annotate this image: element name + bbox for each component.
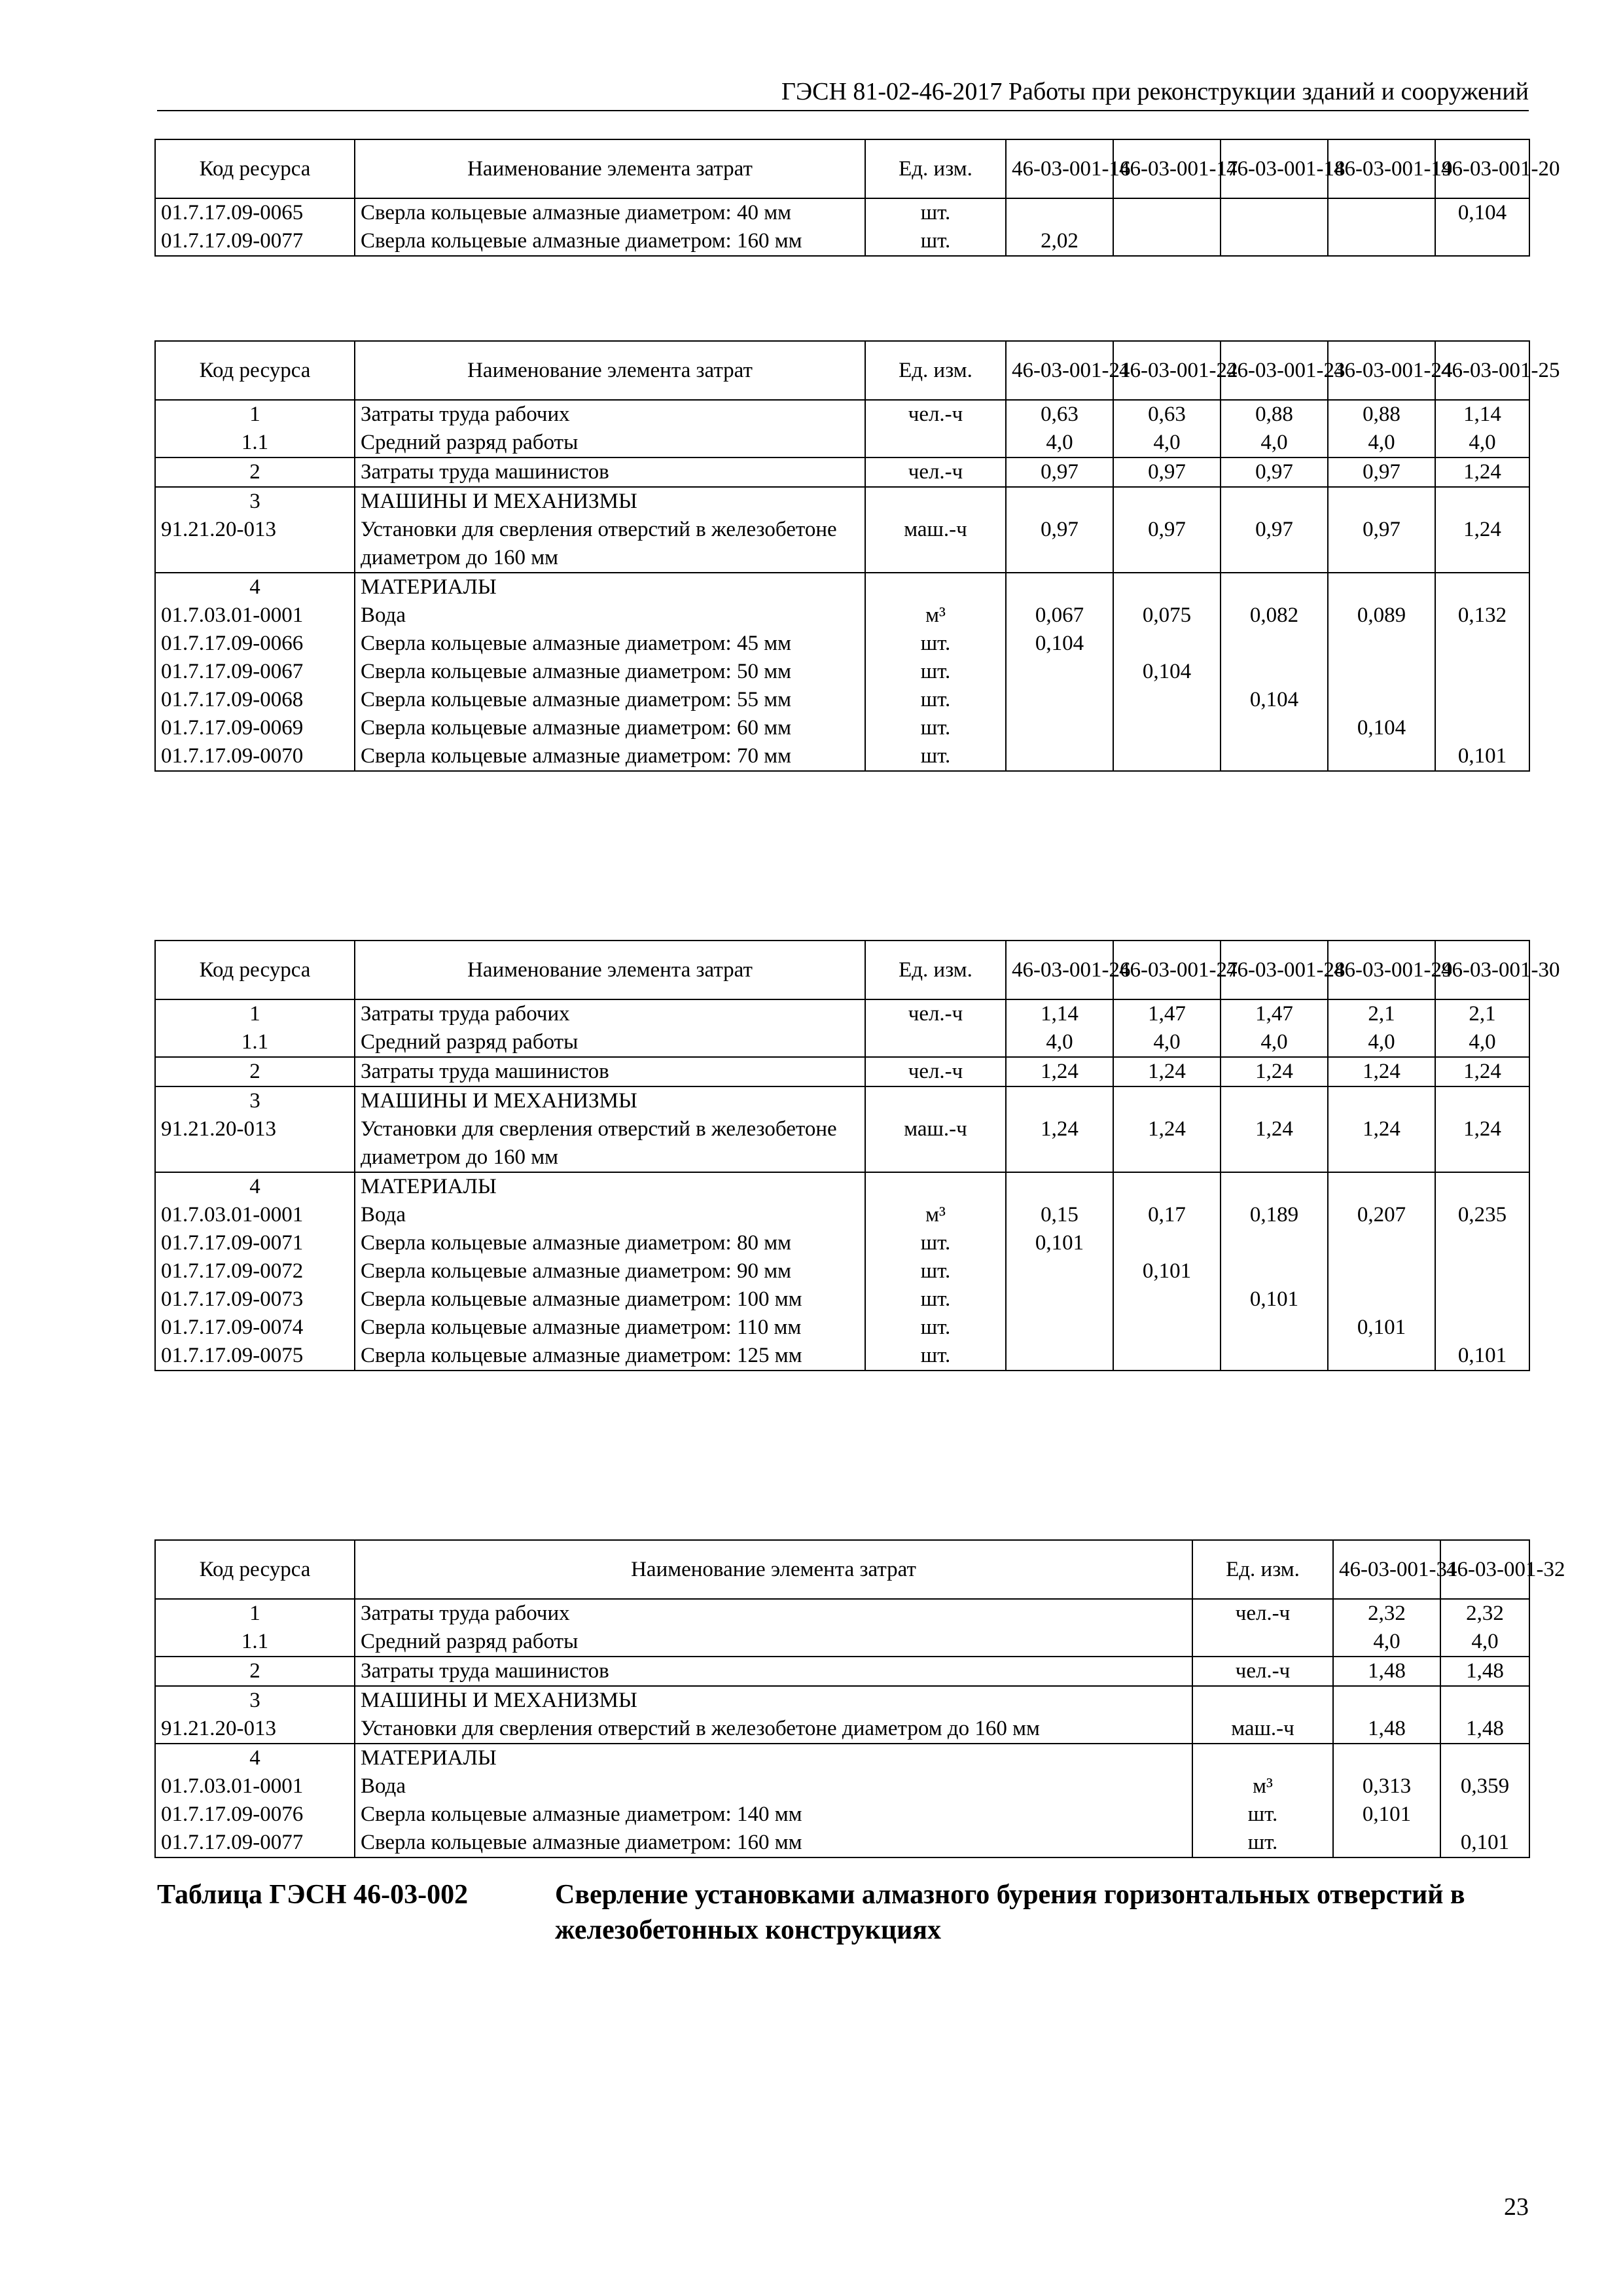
norm-value: 2,32 (1440, 1599, 1529, 1628)
section-number: 1.1 (155, 429, 355, 457)
norm-value: 0,88 (1328, 400, 1435, 429)
norm-value (1328, 686, 1435, 714)
norm-value: 0,97 (1006, 457, 1113, 487)
norm-value: 4,0 (1006, 1028, 1113, 1057)
section-number: 4 (155, 1744, 355, 1772)
norm-value (1221, 227, 1328, 256)
col-header-norm: 46-03-001-23 (1221, 341, 1328, 400)
table-row (155, 1628, 1529, 1657)
resource-unit: шт. (865, 1229, 1006, 1257)
norm-value (1006, 198, 1113, 227)
resource-unit: шт. (865, 1285, 1006, 1314)
norm-value: 0,97 (1113, 516, 1221, 573)
section-number: 4 (155, 1172, 355, 1201)
table-row (155, 1057, 1529, 1086)
resource-unit: шт. (1192, 1829, 1333, 1857)
resource-unit: м³ (865, 1201, 1006, 1229)
norm-value: 1,14 (1435, 400, 1529, 429)
resource-code: 01.7.03.01-0001 (155, 601, 355, 630)
norm-value: 1,24 (1006, 1057, 1113, 1086)
norm-value (1006, 714, 1113, 742)
norm-value: 0,359 (1440, 1772, 1529, 1801)
norm-value: 1,48 (1440, 1657, 1529, 1686)
resource-unit: шт. (865, 227, 1006, 256)
norm-value (1113, 714, 1221, 742)
norm-value (1113, 1229, 1221, 1257)
col-header-code: Код ресурса (155, 341, 355, 400)
resource-name: Сверла кольцевые алмазные диаметром: 50 мм (355, 658, 865, 686)
table-row (155, 742, 1529, 771)
resource-name: Средний разряд работы (355, 429, 865, 457)
col-header-code: Код ресурса (155, 941, 355, 999)
norm-value: 4,0 (1006, 429, 1113, 457)
resource-name: Сверла кольцевые алмазные диаметром: 140 мм (355, 1801, 1192, 1829)
resource-unit (1192, 1628, 1333, 1657)
norm-value: 0,88 (1221, 400, 1328, 429)
resource-name: Затраты труда рабочих (355, 1599, 1192, 1628)
norm-value: 2,1 (1328, 999, 1435, 1028)
resource-unit: маш.-ч (865, 516, 1006, 573)
norm-value: 4,0 (1328, 429, 1435, 457)
resource-code: 01.7.17.09-0073 (155, 1285, 355, 1314)
norm-value: 0,97 (1221, 516, 1328, 573)
norm-value: 0,101 (1333, 1801, 1440, 1829)
table-row (155, 1342, 1529, 1371)
col-header-norm: 46-03-001-32 (1440, 1540, 1529, 1599)
norm-value: 0,101 (1221, 1285, 1328, 1314)
col-header-norm: 46-03-001-26 (1006, 941, 1113, 999)
resource-unit: шт. (865, 198, 1006, 227)
resource-name: Вода (355, 1201, 865, 1229)
norm-value (1333, 1829, 1440, 1857)
table-row (155, 1657, 1529, 1686)
table-caption-label: Таблица ГЭСН 46-03-002 (157, 1880, 469, 1910)
resource-code: 91.21.20-013 (155, 1115, 355, 1172)
col-header-norm: 46-03-001-19 (1328, 139, 1435, 198)
norm-value: 0,101 (1435, 1342, 1529, 1371)
norm-value: 2,32 (1333, 1599, 1440, 1628)
norm-value: 1,14 (1006, 999, 1113, 1028)
table-row (155, 1172, 1529, 1201)
norm-value (1006, 658, 1113, 686)
norm-value: 0,082 (1221, 601, 1328, 630)
resource-code: 01.7.17.09-0070 (155, 742, 355, 771)
norm-value (1113, 1342, 1221, 1371)
norm-value: 4,0 (1328, 1028, 1435, 1057)
norm-value: 0,101 (1006, 1229, 1113, 1257)
table-row (155, 630, 1529, 658)
resource-name: Вода (355, 601, 865, 630)
norm-value: 0,104 (1221, 686, 1328, 714)
norm-value (1221, 198, 1328, 227)
page-header: ГЭСН 81-02-46-2017 Работы при реконструкции зданий и сооружений (157, 77, 1529, 111)
resource-code: 01.7.17.09-0065 (155, 198, 355, 227)
resource-name: Сверла кольцевые алмазные диаметром: 60 мм (355, 714, 865, 742)
norm-value: 4,0 (1333, 1628, 1440, 1657)
col-header-norm: 46-03-001-17 (1113, 139, 1221, 198)
resource-name: Затраты труда рабочих (355, 999, 865, 1028)
norm-value (1221, 630, 1328, 658)
resource-code: 01.7.17.09-0068 (155, 686, 355, 714)
table-row (155, 1257, 1529, 1285)
norm-value: 0,104 (1328, 714, 1435, 742)
resource-name: Вода (355, 1772, 1192, 1801)
resource-unit: шт. (865, 1342, 1006, 1371)
page-number: 23 (1504, 2193, 1529, 2221)
col-header-name: Наименование элемента затрат (355, 941, 865, 999)
table-row (155, 198, 1529, 227)
table-row (155, 227, 1529, 256)
norm-value: 0,63 (1006, 400, 1113, 429)
section-title: МАТЕРИАЛЫ (355, 1172, 865, 1201)
resource-code: 01.7.17.09-0076 (155, 1801, 355, 1829)
resource-unit (865, 1028, 1006, 1057)
table-row (155, 601, 1529, 630)
norm-value: 1,24 (1435, 516, 1529, 573)
resource-name: Сверла кольцевые алмазные диаметром: 100 мм (355, 1285, 865, 1314)
table-row (155, 1028, 1529, 1057)
table-row (155, 714, 1529, 742)
col-header-code: Код ресурса (155, 139, 355, 198)
norm-value (1328, 198, 1435, 227)
section-number: 2 (155, 1657, 355, 1686)
table-row (155, 1744, 1529, 1772)
col-header-norm: 46-03-001-22 (1113, 341, 1221, 400)
resource-name: Затраты труда машинистов (355, 1657, 1192, 1686)
norm-value (1328, 658, 1435, 686)
norm-value: 2,02 (1006, 227, 1113, 256)
section-number: 1.1 (155, 1628, 355, 1657)
norm-value: 1,24 (1221, 1057, 1328, 1086)
norm-value (1435, 686, 1529, 714)
norm-value: 0,207 (1328, 1201, 1435, 1229)
norm-value: 2,1 (1435, 999, 1529, 1028)
resource-unit: чел.-ч (865, 999, 1006, 1028)
section-number: 3 (155, 1086, 355, 1115)
resource-code: 01.7.17.09-0069 (155, 714, 355, 742)
norm-value (1435, 1314, 1529, 1342)
norm-value (1113, 1285, 1221, 1314)
norm-value (1221, 1342, 1328, 1371)
section-number: 1 (155, 1599, 355, 1628)
col-header-norm: 46-03-001-21 (1006, 341, 1113, 400)
resource-name: Сверла кольцевые алмазные диаметром: 90 мм (355, 1257, 865, 1285)
resource-code: 91.21.20-013 (155, 516, 355, 573)
norm-value (1435, 714, 1529, 742)
norm-value (1221, 714, 1328, 742)
resource-name: Сверла кольцевые алмазные диаметром: 55 мм (355, 686, 865, 714)
norm-value (1435, 227, 1529, 256)
norm-value (1006, 1285, 1113, 1314)
resource-name: Сверла кольцевые алмазные диаметром: 80 мм (355, 1229, 865, 1257)
norm-value: 4,0 (1435, 429, 1529, 457)
resource-code: 01.7.17.09-0067 (155, 658, 355, 686)
resource-name: Сверла кольцевые алмазные диаметром: 160 мм (355, 227, 865, 256)
norm-value: 0,132 (1435, 601, 1529, 630)
resource-code: 01.7.03.01-0001 (155, 1201, 355, 1229)
table-row (155, 1715, 1529, 1744)
col-header-name: Наименование элемента затрат (355, 139, 865, 198)
norm-value (1328, 227, 1435, 256)
col-header-name: Наименование элемента затрат (355, 341, 865, 400)
table-row (155, 1314, 1529, 1342)
norm-value (1221, 658, 1328, 686)
resource-table-1 (154, 139, 1560, 257)
resource-name: Сверла кольцевые алмазные диаметром: 70 мм (355, 742, 865, 771)
norm-value: 0,101 (1435, 742, 1529, 771)
resource-table-2 (154, 340, 1560, 772)
norm-value: 0,075 (1113, 601, 1221, 630)
resource-unit: маш.-ч (865, 1115, 1006, 1172)
table-row (155, 457, 1529, 487)
resource-name: Сверла кольцевые алмазные диаметром: 45 мм (355, 630, 865, 658)
col-header-norm: 46-03-001-29 (1328, 941, 1435, 999)
norm-value: 0,313 (1333, 1772, 1440, 1801)
resource-name: Установки для сверления отверстий в железобетоне диаметром до 160 мм (355, 1115, 865, 1172)
norm-value: 1,47 (1113, 999, 1221, 1028)
norm-value (1113, 686, 1221, 714)
resource-unit: шт. (865, 630, 1006, 658)
norm-value: 1,24 (1113, 1115, 1221, 1172)
resource-unit: шт. (865, 686, 1006, 714)
resource-name: Сверла кольцевые алмазные диаметром: 160 мм (355, 1829, 1192, 1857)
norm-value: 1,24 (1006, 1115, 1113, 1172)
norm-value (1328, 742, 1435, 771)
resource-unit: чел.-ч (1192, 1599, 1333, 1628)
resource-code: 01.7.17.09-0074 (155, 1314, 355, 1342)
norm-value: 0,17 (1113, 1201, 1221, 1229)
norm-value: 1,48 (1333, 1657, 1440, 1686)
resource-name: Сверла кольцевые алмазные диаметром: 110 мм (355, 1314, 865, 1342)
table-row (155, 487, 1529, 516)
norm-value (1328, 1229, 1435, 1257)
norm-value (1221, 742, 1328, 771)
col-header-norm: 46-03-001-30 (1435, 941, 1529, 999)
norm-value (1435, 658, 1529, 686)
resource-unit (865, 429, 1006, 457)
norm-value: 4,0 (1113, 429, 1221, 457)
resource-unit: м³ (1192, 1772, 1333, 1801)
resource-unit: шт. (865, 714, 1006, 742)
norm-value: 0,235 (1435, 1201, 1529, 1229)
resource-code: 01.7.17.09-0072 (155, 1257, 355, 1285)
resource-unit: м³ (865, 601, 1006, 630)
norm-value: 0,97 (1328, 457, 1435, 487)
section-number: 1 (155, 999, 355, 1028)
norm-value: 1,24 (1435, 457, 1529, 487)
col-header-code: Код ресурса (155, 1540, 355, 1599)
resource-code: 01.7.17.09-0075 (155, 1342, 355, 1371)
norm-value: 4,0 (1435, 1028, 1529, 1057)
section-number: 4 (155, 573, 355, 601)
resource-name: Установки для сверления отверстий в железобетоне диаметром до 160 мм (355, 516, 865, 573)
table-row (155, 1686, 1529, 1715)
section-number: 3 (155, 487, 355, 516)
norm-value: 1,24 (1113, 1057, 1221, 1086)
norm-value: 1,24 (1435, 1115, 1529, 1172)
col-header-norm: 46-03-001-20 (1435, 139, 1529, 198)
table-row (155, 1201, 1529, 1229)
col-header-norm: 46-03-001-18 (1221, 139, 1328, 198)
col-header-unit: Ед. изм. (865, 941, 1006, 999)
norm-value (1328, 630, 1435, 658)
norm-value: 0,189 (1221, 1201, 1328, 1229)
table-row (155, 1801, 1529, 1829)
col-header-norm: 46-03-001-28 (1221, 941, 1328, 999)
norm-value: 0,101 (1328, 1314, 1435, 1342)
resource-code: 91.21.20-013 (155, 1715, 355, 1744)
norm-value (1221, 1257, 1328, 1285)
section-number: 2 (155, 1057, 355, 1086)
norm-value: 0,63 (1113, 400, 1221, 429)
norm-value: 0,97 (1113, 457, 1221, 487)
col-header-unit: Ед. изм. (1192, 1540, 1333, 1599)
resource-name: Затраты труда машинистов (355, 457, 865, 487)
resource-unit: чел.-ч (1192, 1657, 1333, 1686)
resource-unit: шт. (865, 1314, 1006, 1342)
norm-value: 0,104 (1113, 658, 1221, 686)
norm-value (1006, 742, 1113, 771)
norm-value (1328, 1342, 1435, 1371)
section-number: 1.1 (155, 1028, 355, 1057)
norm-value (1113, 227, 1221, 256)
table-row (155, 658, 1529, 686)
norm-value: 0,067 (1006, 601, 1113, 630)
norm-value (1435, 1257, 1529, 1285)
norm-value: 4,0 (1221, 429, 1328, 457)
resource-code: 01.7.17.09-0077 (155, 1829, 355, 1857)
table-row (155, 1115, 1529, 1172)
norm-value: 1,48 (1333, 1715, 1440, 1744)
resource-code: 01.7.17.09-0077 (155, 227, 355, 256)
norm-value (1006, 686, 1113, 714)
col-header-unit: Ед. изм. (865, 139, 1006, 198)
norm-value: 1,24 (1328, 1115, 1435, 1172)
norm-value: 0,089 (1328, 601, 1435, 630)
table-row (155, 999, 1529, 1028)
table-row (155, 1772, 1529, 1801)
resource-unit: чел.-ч (865, 457, 1006, 487)
norm-value: 0,101 (1440, 1829, 1529, 1857)
resource-unit: шт. (865, 742, 1006, 771)
col-header-norm: 46-03-001-16 (1006, 139, 1113, 198)
table-row (155, 686, 1529, 714)
norm-value: 0,15 (1006, 1201, 1113, 1229)
norm-value: 0,97 (1328, 516, 1435, 573)
norm-value: 0,97 (1006, 516, 1113, 573)
norm-value (1328, 1257, 1435, 1285)
norm-value: 0,101 (1113, 1257, 1221, 1285)
norm-value (1113, 198, 1221, 227)
section-title: МАШИНЫ И МЕХАНИЗМЫ (355, 1686, 1192, 1715)
norm-value (1006, 1314, 1113, 1342)
resource-unit: шт. (865, 1257, 1006, 1285)
col-header-unit: Ед. изм. (865, 341, 1006, 400)
resource-name: Затраты труда машинистов (355, 1057, 865, 1086)
norm-value: 0,104 (1006, 630, 1113, 658)
col-header-norm: 46-03-001-24 (1328, 341, 1435, 400)
table-row (155, 1285, 1529, 1314)
resource-table-3 (154, 940, 1560, 1371)
table-row (155, 1599, 1529, 1628)
resource-code: 01.7.17.09-0066 (155, 630, 355, 658)
table-row (155, 516, 1529, 573)
norm-value: 1,24 (1435, 1057, 1529, 1086)
norm-value (1113, 630, 1221, 658)
norm-value (1006, 1342, 1113, 1371)
section-title: МАТЕРИАЛЫ (355, 1744, 1192, 1772)
resource-code: 01.7.03.01-0001 (155, 1772, 355, 1801)
resource-unit: чел.-ч (865, 400, 1006, 429)
norm-value: 1,48 (1440, 1715, 1529, 1744)
norm-value: 1,47 (1221, 999, 1328, 1028)
norm-value (1221, 1314, 1328, 1342)
norm-value: 1,24 (1328, 1057, 1435, 1086)
resource-name: Сверла кольцевые алмазные диаметром: 125 мм (355, 1342, 865, 1371)
norm-value: 0,104 (1435, 198, 1529, 227)
resource-unit: чел.-ч (865, 1057, 1006, 1086)
resource-name: Средний разряд работы (355, 1628, 1192, 1657)
table-caption-title: Сверление установками алмазного бурения горизонтальных отверстий в железобетонных конструкциях (555, 1880, 1465, 1945)
resource-table-4 (154, 1539, 1565, 1858)
norm-value: 4,0 (1113, 1028, 1221, 1057)
col-header-norm: 46-03-001-25 (1435, 341, 1529, 400)
table-row (155, 1086, 1529, 1115)
table-row (155, 1829, 1529, 1857)
resource-name: Средний разряд работы (355, 1028, 865, 1057)
norm-value (1113, 742, 1221, 771)
col-header-norm: 46-03-001-31 (1333, 1540, 1440, 1599)
table-row (155, 1229, 1529, 1257)
norm-value (1113, 1314, 1221, 1342)
col-header-norm: 46-03-001-27 (1113, 941, 1221, 999)
norm-value (1221, 1229, 1328, 1257)
norm-value (1006, 1257, 1113, 1285)
norm-value (1435, 1285, 1529, 1314)
norm-value: 1,24 (1221, 1115, 1328, 1172)
section-number: 2 (155, 457, 355, 487)
resource-unit: шт. (1192, 1801, 1333, 1829)
norm-value (1435, 630, 1529, 658)
norm-value: 4,0 (1221, 1028, 1328, 1057)
norm-value (1440, 1801, 1529, 1829)
col-header-name: Наименование элемента затрат (355, 1540, 1192, 1599)
section-number: 3 (155, 1686, 355, 1715)
norm-value (1328, 1285, 1435, 1314)
section-title: МАТЕРИАЛЫ (355, 573, 865, 601)
norm-value: 0,97 (1221, 457, 1328, 487)
resource-name: Установки для сверления отверстий в железобетоне диаметром до 160 мм (355, 1715, 1192, 1744)
norm-value (1435, 1229, 1529, 1257)
resource-unit: шт. (865, 658, 1006, 686)
resource-name: Сверла кольцевые алмазные диаметром: 40 мм (355, 198, 865, 227)
resource-name: Затраты труда рабочих (355, 400, 865, 429)
table-row (155, 400, 1529, 429)
resource-code: 01.7.17.09-0071 (155, 1229, 355, 1257)
section-title: МАШИНЫ И МЕХАНИЗМЫ (355, 1086, 865, 1115)
table-row (155, 573, 1529, 601)
table-row (155, 429, 1529, 457)
resource-unit: маш.-ч (1192, 1715, 1333, 1744)
section-number: 1 (155, 400, 355, 429)
section-title: МАШИНЫ И МЕХАНИЗМЫ (355, 487, 865, 516)
norm-value: 4,0 (1440, 1628, 1529, 1657)
